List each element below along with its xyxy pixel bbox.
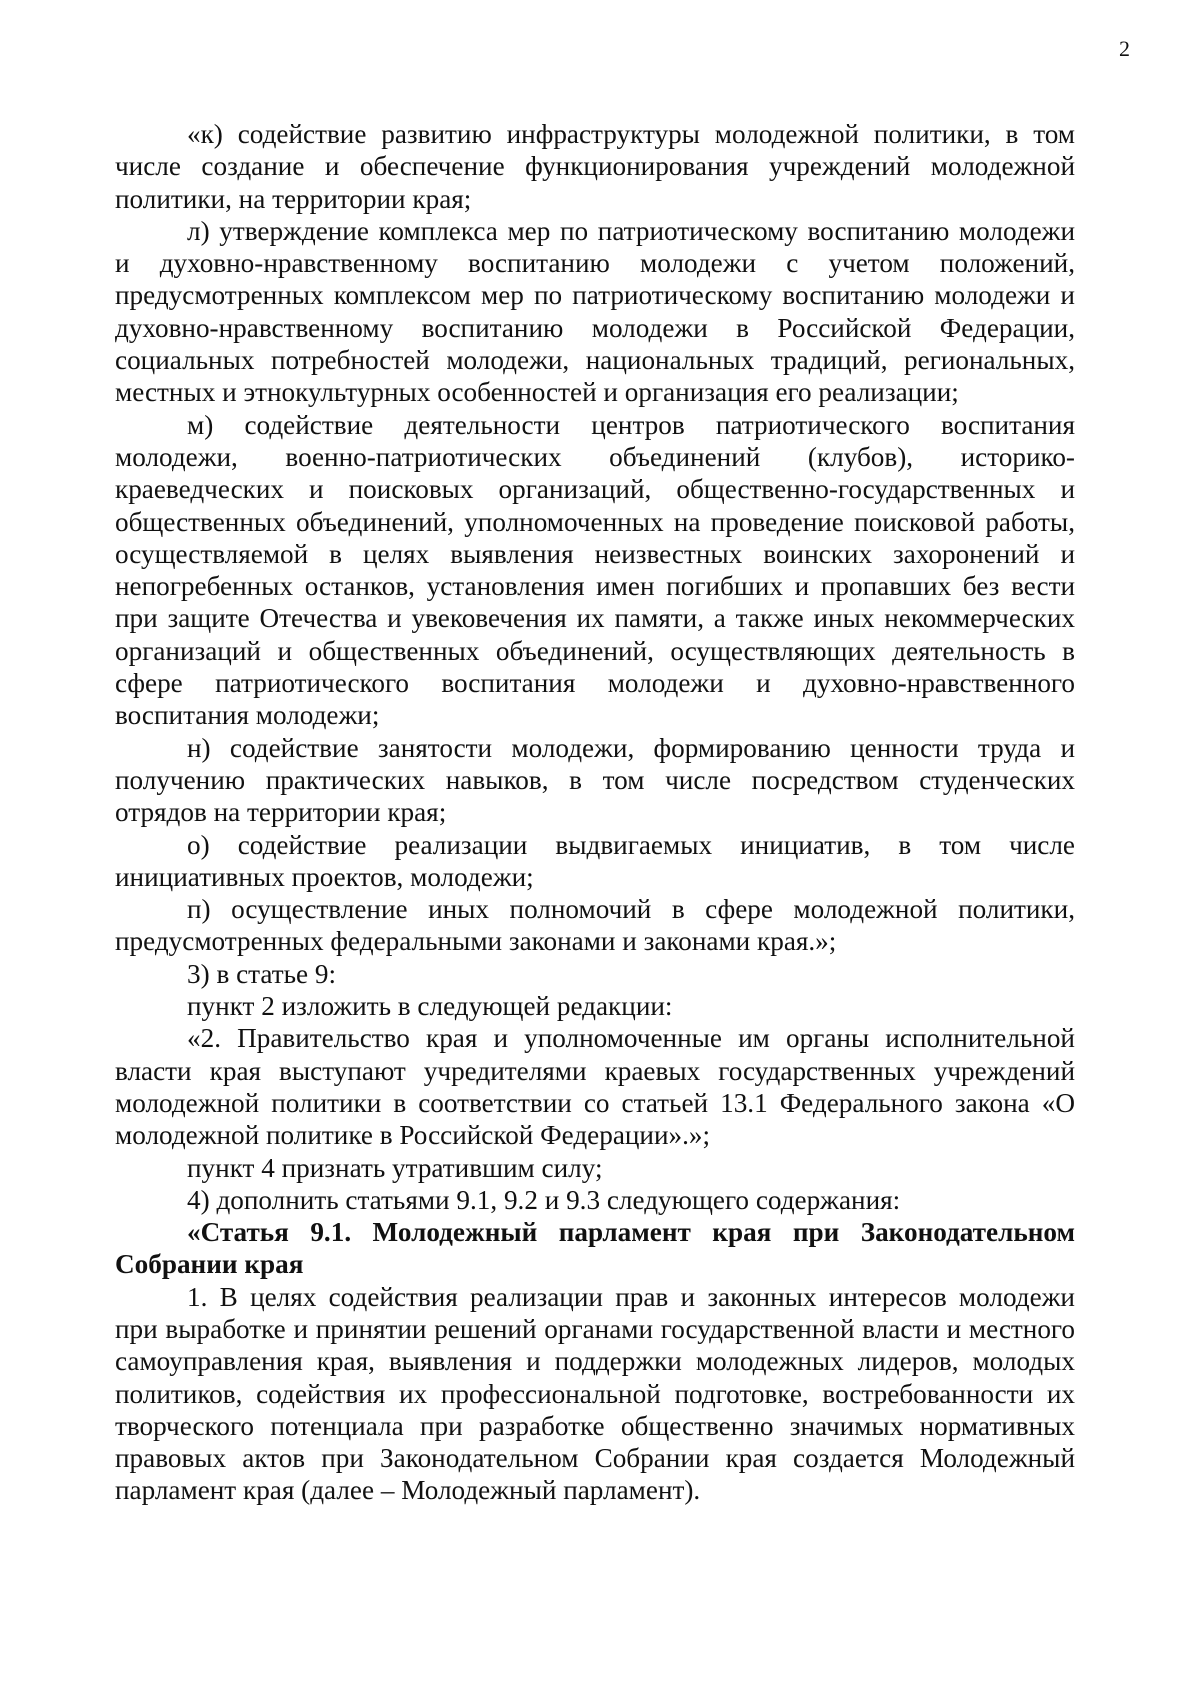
article-heading: «Статья 9.1. Молодежный парламент края при Законодательном Собрании края (115, 1217, 1075, 1280)
article-paragraph-1: 1. В целях содействия реализации прав и законных интересов молодежи при выработке и принятии решений органами государственной власти и местного самоуправления края, выявления и поддержки молодежных лидеров, молодых политиков, содействия их профессиональной подготовке, востребованности их творческого потенциала при разработке общественно значимых нормативных правовых актов при Законодательном Собрании края создается Молодежный парламент края (далее – Молодежный парламент). (115, 1281, 1075, 1506)
paragraph-point-4: 4) дополнить статьями 9.1, 9.2 и 9.3 следующего содержания: (187, 1184, 901, 1215)
paragraph-item-4-repeal: пункт 4 признать утратившим силу; (187, 1152, 603, 1183)
paragraph-item-2-instruction: пункт 2 изложить в следующей редакции: (187, 991, 673, 1022)
paragraph-point-3: 3) в статье 9: (187, 958, 337, 989)
paragraph-item-k: «к) содействие развитию инфраструктуры молодежной политики, в том числе создание и обеспечение функционирования учреждений молодежной политики, на территории края; (115, 119, 1075, 214)
paragraph-item-n: н) содействие занятости молодежи, формированию ценности труда и получению практических навыков, в том числе посредством студенческих отрядов на территории края; (115, 732, 1075, 828)
document-body (115, 118, 1075, 1507)
paragraph-item-p: п) осуществление иных полномочий в сфере молодежной политики, предусмотренных федеральными законами и законами края.»; (115, 894, 1075, 957)
paragraph-item-2-text: «2. Правительство края и уполномоченные им органы исполнительной власти края выступают учредителями краевых государственных учреждений молодежной политики в соответствии со статьей 13.1 Федерального закона «О молодежной политике в Российской Федерации».»; (115, 1023, 1075, 1151)
paragraph-item-o: о) содействие реализации выдвигаемых инициатив, в том числе инициативных проектов, молодежи; (115, 829, 1075, 892)
paragraph-item-l: л) утверждение комплекса мер по патриотическому воспитанию молодежи и духовно-нравственному воспитанию молодежи с учетом положений, предусмотренных комплексом мер по патриотическому воспитанию молодежи и духовно-нравственному воспитанию молодежи в Российской Федерации, социальных потребностей молодежи, национальных традиций, региональных, местных и этнокультурных особенностей и организация его реализации; (115, 215, 1075, 408)
paragraph-item-m: м) содействие деятельности центров патриотического воспитания молодежи, военно-патриотических объединений (клубов), историко-краеведческих и поисковых организаций, общественно-государственных и общественных объединений, уполномоченных на проведение поисковой работы, осуществляемой в целях выявления неизвестных воинских захоронений и непогребенных останков, установления имен погибших и пропавших без вести при защите Отечества и увековечения их памяти, а также иных некоммерческих организаций и общественных объединений, осуществляющих деятельность в сфере патриотического воспитания молодежи и духовно-нравственного воспитания молодежи; (115, 409, 1075, 731)
page-number: 2 (1119, 36, 1130, 61)
